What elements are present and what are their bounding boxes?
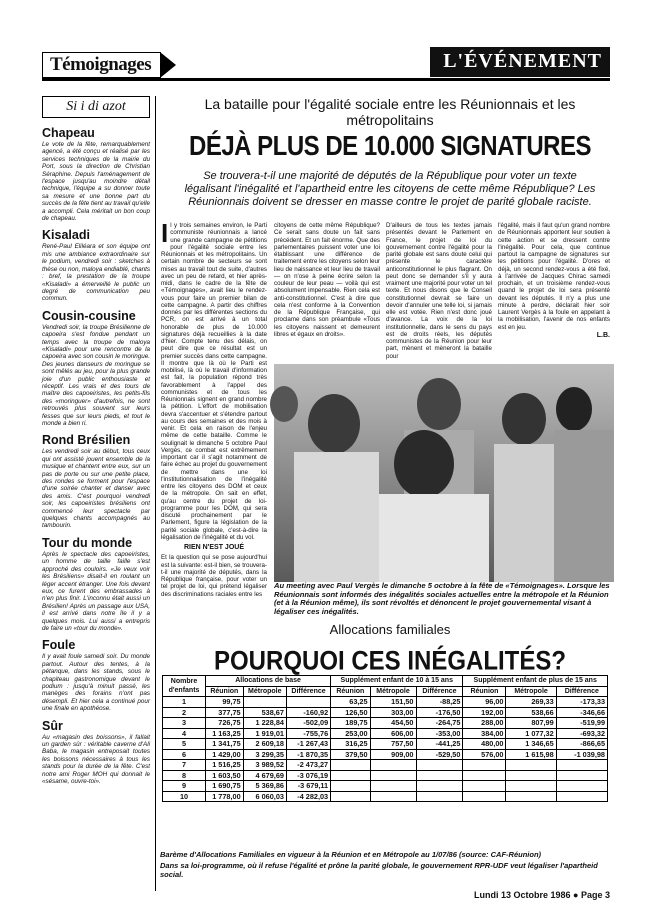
table-cell (370, 770, 416, 781)
table-cell: 757,50 (370, 739, 416, 750)
sidebar-heading: Kisaladi (42, 228, 90, 243)
table-cell (416, 781, 463, 792)
sidebar-text: Les vendredi soir au début, tous ceux qui ont assisté jouent ensemble de la musique et chantent entre eux, sur un pas de porte ou sur une petite place, des rondes se forment pour l'espace d'une soirée chanter et danser avec des amis. C'est pourquoi vendredi soir, les capoeiristes brésiliens ont commencé leur spectacle par quelques chants accompagnés au tambourin. (42, 448, 150, 530)
table-cell (506, 760, 556, 771)
sidebar-item (42, 433, 150, 529)
table-cell: 1 429,00 (206, 749, 244, 760)
table-cell: 269,33 (506, 697, 556, 708)
article-headline: DÉJÀ PLUS DE 10.000 SIGNATURES (188, 130, 591, 162)
sub-header: Différence (416, 686, 463, 697)
sidebar-text: Après le spectacle des capoeiristes, un homme de taille faille s'est approché des couloirs. «Je veux voir les Brésiliens» disait-il en roulant un léger accent étranger. Une fois devant eux, ce furent des embrassades à n'en plus finir. L'inconnu était aussi un Brésilien! Après un passage aux USA, il est arrivé dans notre île il y a quelques mois. Lui aussi a entrepris de faire un «tour du monde». (42, 550, 150, 632)
group-header: Supplément enfant de plus de 15 ans (463, 676, 608, 687)
article-column-3 (386, 222, 492, 360)
table-cell (506, 791, 556, 802)
dropcap: I (161, 218, 169, 248)
table-cell: 96,00 (463, 697, 506, 708)
row-index-cell: 2 (163, 707, 206, 718)
table-cell: 909,00 (370, 749, 416, 760)
table-cell: 377,75 (206, 707, 244, 718)
table-cell: 63,25 (331, 697, 370, 708)
table-cell (331, 770, 370, 781)
table-cell: 316,25 (331, 739, 370, 750)
table-cell (556, 760, 607, 771)
sub-header: Réunion (463, 686, 506, 697)
row-index-cell: 9 (163, 781, 206, 792)
sidebar-heading: Cousin-cousine (42, 308, 136, 323)
sidebar-heading: Foule (42, 638, 76, 653)
table-cell: 6 060,03 (243, 791, 286, 802)
table-cell: 99,75 (206, 697, 244, 708)
table-row (163, 791, 608, 802)
section-tab-temoignages (42, 52, 182, 78)
table-note: Dans sa loi-programme, où il refuse l'égalité et prône la parité globale, le gouvernement RPR-UDF veut légaliser l'apartheid social. (160, 861, 598, 879)
sidebar-heading: Chapeau (42, 126, 95, 140)
table-cell: 151,50 (370, 697, 416, 708)
table-cell (463, 791, 506, 802)
table-cell (243, 697, 286, 708)
column-divider (155, 96, 156, 891)
allocations-table (162, 675, 608, 802)
sub-header: Métropole (243, 686, 286, 697)
table-cell: 1 228,84 (243, 718, 286, 729)
row-index-cell: 7 (163, 760, 206, 771)
table-cell: 288,00 (463, 718, 506, 729)
sidebar-item (42, 126, 150, 222)
meeting-photo (274, 364, 614, 582)
table-cell: -441,25 (416, 739, 463, 750)
table-cell (463, 760, 506, 771)
group-header: Supplément enfant de 10 à 15 ans (331, 676, 463, 687)
section-right-label: L'ÉVÉNEMENT (443, 50, 602, 72)
table-cell: 1 516,25 (206, 760, 244, 771)
sidebar-text: René-Paul Eliléara et son équipe ont mis une ambiance extraordinaire sur le podium, vendredi soir : sketches à thèse ou non, maloya endiablé, chants : bref, la prestation de la troupe «Kisaladi» a émerveillé le public un degré de communication peu commun. (42, 243, 150, 303)
table-cell: 480,00 (463, 739, 506, 750)
sidebar-text: Vendredi soir, la troupe Brésilienne de capoeira s'est fondue pendant un temps avec la troupe de maloya «Kisaladi» pour une rencontre de la capoeira avec son cousin le moringue. Des jeunes danseurs de moringue se sont mêlés au jeu, pour la plus grande joie d'un public enthousiaste et réceptif. Les vrais et des tours de maître des capoeiristes, les petits-fils des «moringuer» d'autrefois, ne sont retrouvés plus souvent sur leurs fesses que sur leurs pieds, et tout le monde a bien ri. (42, 323, 150, 427)
table-cell: 1 615,98 (506, 749, 556, 760)
table-cell: 1 919,01 (243, 728, 286, 739)
table-cell: 538,67 (243, 707, 286, 718)
table-row (163, 697, 608, 708)
article-deck: Se trouvera-t-il une majorité de députés de la République pour voter un texte légalisant l'inégalité et l'apartheid entre les citoyens de cette même République? Les Réunionnais doivent se dresser en masse contre le projet de parité globale raciste. (184, 170, 596, 208)
table-source-note (160, 850, 610, 879)
table-cell: -88,25 (416, 697, 463, 708)
table-cell: 1 346,65 (506, 739, 556, 750)
table-row (163, 749, 608, 760)
table-cell: 606,00 (370, 728, 416, 739)
table-cell: 1 163,25 (206, 728, 244, 739)
table-cell: 253,00 (331, 728, 370, 739)
table-row (163, 781, 608, 792)
table-cell: -173,33 (556, 697, 607, 708)
sidebar-item (42, 638, 150, 712)
sub-header: Métropole (506, 686, 556, 697)
table-cell: 192,00 (463, 707, 506, 718)
article-kicker: La bataille pour l'égalité sociale entre les Réunionnais et les métropolitains (204, 96, 576, 128)
table-cell: -176,50 (416, 707, 463, 718)
table-cell: 3 989,52 (243, 760, 286, 771)
photo-caption: Au meeting avec Paul Vergès le dimanche 5 octobre à la fête de «Témoignages». Lorsque les Réunionnais sont informés des inégalités sociales actuelles entre la métropole et la Réunion (et à la Réunion même), ils sont révoltés et dénoncent le projet gouvernemental visant à légaliser ces inégalités. (274, 581, 610, 616)
sidebar-heading: Tour du monde (42, 535, 133, 550)
table-cell (331, 760, 370, 771)
page-footer: Lundi 13 Octobre 1986 ● Page 3 (474, 890, 610, 900)
table-cell: -264,75 (416, 718, 463, 729)
table-cell: 3 299,35 (243, 749, 286, 760)
table-cell (556, 781, 607, 792)
sidebar (42, 96, 150, 785)
table-cell: 726,75 (206, 718, 244, 729)
table-cell: -353,00 (416, 728, 463, 739)
row-index-cell: 1 (163, 697, 206, 708)
table-cell: -1 039,98 (556, 749, 607, 760)
table-cell: -519,99 (556, 718, 607, 729)
sub-header: Différence (286, 686, 330, 697)
table-cell: 5 369,86 (243, 781, 286, 792)
table-cell (463, 770, 506, 781)
sub-header: Réunion (331, 686, 370, 697)
table-cell (556, 791, 607, 802)
table-cell (370, 781, 416, 792)
table-source: Barème d'Allocations Familiales en vigueur à la Réunion et en Métropole au 1/07/86 (source: CAF-Réunion) (160, 850, 542, 859)
table-cell: 379,50 (331, 749, 370, 760)
table-cell: 189,75 (331, 718, 370, 729)
crowd-photo-illustration (274, 364, 614, 582)
table-cell: -160,92 (286, 707, 330, 718)
sidebar-item (42, 309, 150, 428)
allocations-headline: POURQUOI CES INÉGALITÉS? (213, 646, 567, 677)
table-cell: -346,66 (556, 707, 607, 718)
table-cell: -502,09 (286, 718, 330, 729)
article-text: l y trois semaines environ, le Parti communiste réunionnais a lancé une grande campagne de pétitions pour l'égalité sociale entre les Réunionnais et les métropolitains. Un certain nombre de secteurs se sont mises au travail tout de suite, d'autres avec un peu de retard, et hier après-midi, dans le cadre de la fête de «Témoignages», avait lieu le rendez-vous pour faire un premier bilan de cette campagne. A partir des chiffres donnés par les différentes sections du PCR, on est arrivé à un total honorable de plus de 10.000 signatures déjà recueillies à la date d'hier. Compte tenu des délais, on peut dire que ce résultat est un premier succès dans cette campagne. Il montre que là où le Parti est mobilisé, là où le travail d'information est fait, la population répond très favorablement à l'appel des communistes et de tous les Réunionnais signent en grand nombre la pétition. L'effort de mobilisation devra s'accentuer et s'étendre partout au cours des semaines et des mois à venir. Et cela en raison de l'enjeu même de cette bataille. Comme le soulignait le dimanche 5 octobre Paul Vergès, ce combat est extrêmement important car il s'agit notamment de faire échec au projet du gouvernement de mettre dans une loi l'institutionnalisation de l'inégalité entre les citoyens des DOM et ceux de la métropole. On sait en effet, qu'au centre du projet de loi-programme pour les DOM, qui sera discuté prochainement par le Parlement, figure la législation de la parité sociale globale, c'est-à-dire la légalisation de l'inégalité et du vol. (161, 222, 267, 541)
table-cell: 2 609,18 (243, 739, 286, 750)
table-cell: -866,65 (556, 739, 607, 750)
table-cell: -4 282,03 (286, 791, 330, 802)
sidebar-heading: Sûr (42, 718, 63, 733)
sidebar-title: Si i di azot (42, 96, 150, 118)
table-cell: 807,99 (506, 718, 556, 729)
table-cell (416, 791, 463, 802)
table-cell: -3 679,11 (286, 781, 330, 792)
table-cell (556, 770, 607, 781)
table-cell: -1 267,43 (286, 739, 330, 750)
table-row (163, 770, 608, 781)
table-cell (370, 791, 416, 802)
row-index-cell: 5 (163, 739, 206, 750)
article-text: D'ailleurs de tous les textes jamais présentés devant le Parlement en France, le projet de loi du gouvernement contre l'égalité pour la parité globale est sans doute celui qui présente le caractère anticonstitutionnel le plus flagrant. On peut donc se demander s'il y aura vraiment une majorité pour voter un tel texte. Et nous disons que le Conseil constitutionnel devrait se faire un devoir d'annuler une telle loi, si jamais elle est votée. Rien n'est donc joué d'avance. La voix de la loi institutionnelle, dans le sens du pays est de droits réels, les députés communistes de la Réunion pour leur part, mènent et mèneront la bataille pour (386, 222, 492, 360)
allocations-kicker: Allocations familiales (329, 622, 451, 637)
table-cell: 4 679,69 (243, 770, 286, 781)
table-cell (331, 791, 370, 802)
table-cell: 1 690,75 (206, 781, 244, 792)
table-cell: 454,50 (370, 718, 416, 729)
article-text: Et la question qui se pose aujourd'hui est la suivante: est-il bien, se trouvera-t-il une majorité de députés, dans la République française, pour voter un tel projet de loi, qui prétend légaliser des discriminations raciales entre les (161, 554, 267, 598)
group-header: Allocations de base (206, 676, 331, 687)
table-row (163, 718, 608, 729)
table-row (163, 728, 608, 739)
section-tab-evenement (430, 47, 610, 77)
sub-header: Réunion (206, 686, 244, 697)
table-cell (286, 697, 330, 708)
table-body (163, 697, 608, 802)
table-cell: 1 778,00 (206, 791, 244, 802)
table-row (163, 739, 608, 750)
article-signature: L.B. (596, 331, 610, 339)
article-text: l'égalité, mais il faut qu'un grand nombre de Réunionnais apportent leur soutien à cette action et se dressent contre l'inégalité. Pour cela, que continue partout la campagne de signatures sur les pétitions pour l'égalité. D'ores et déjà, un second rendez-vous a été fixé, à l'arrivée de Jacques Chirac samedi prochain, et un troisième rendez-vous quand le projet de loi sera présenté devant les députés. Il n'y a plus une minute à perdre, déclarait hier soir Laurent Vergès à la foule en appelant à la mobilisation, l'avenir de nos enfants est en jeu. (498, 222, 610, 331)
table-row (163, 707, 608, 718)
sidebar-text: Au «magasin des boissons», il fallait un garden sûr : véritable caverne d'Ali Baba, le magasin entreposait toutes les boissons nécessaires à tous les stands pour la durée de la fête. C'est notre ami Roger MOH qui donnait le «sésame, ouvre-toi». (42, 733, 150, 786)
table-cell: 1 341,75 (206, 739, 244, 750)
table-cell: 303,00 (370, 707, 416, 718)
article-subhead: RIEN N'EST JOUÉ (183, 544, 244, 551)
table-cell: 1 077,32 (506, 728, 556, 739)
row-index-cell: 10 (163, 791, 206, 802)
table-cell (463, 781, 506, 792)
table-cell (331, 781, 370, 792)
table-cell: 1 603,50 (206, 770, 244, 781)
row-header: Nombre d'enfants (163, 676, 206, 697)
table-cell: -3 076,19 (286, 770, 330, 781)
table-cell (506, 781, 556, 792)
sidebar-item (42, 719, 150, 786)
row-index-cell: 4 (163, 728, 206, 739)
table-cell: 576,00 (463, 749, 506, 760)
article-column-2 (274, 222, 380, 360)
table-cell (416, 760, 463, 771)
table-cell: 538,66 (506, 707, 556, 718)
table-cell: 384,00 (463, 728, 506, 739)
table-cell: -1 870,35 (286, 749, 330, 760)
sidebar-text: Le vote de la fête, remarquablement agencé, a été conçu et réalisé par les services techniques de la mairie du Port, sous la direction de Christian Séraphine. Depuis l'aménagement de l'espace jusqu'au moindre détail technique, l'équipe a su donner toute sa mesure et une bonne part du succès de la fête tient au travail qu'elle a accompli. Cela méritait un bon coup de chapeau. (42, 141, 150, 223)
sidebar-item (42, 228, 150, 302)
row-index-cell: 6 (163, 749, 206, 760)
article-column-4 (498, 222, 610, 362)
sub-header: Différence (556, 686, 607, 697)
section-left-label: Témoignages (50, 54, 152, 75)
sidebar-text: Il y avait foule samedi soir. Du monde partout. Autour des tentes, à la pétanque, dans les stands, sous le chapiteau gastronomique devant le podium : jusqu'à minuit passé, les manèges des forains n'ont pas désempli. Et hier cela a continué pour une finale en apothéose. (42, 653, 150, 713)
sidebar-heading: Rond Brésilien (42, 433, 131, 448)
row-index-cell: 8 (163, 770, 206, 781)
table-cell (370, 760, 416, 771)
table-cell: 126,50 (331, 707, 370, 718)
sidebar-item (42, 536, 150, 632)
table-cell: -693,32 (556, 728, 607, 739)
table-cell: -755,76 (286, 728, 330, 739)
table-cell: -2 473,27 (286, 760, 330, 771)
table-cell: -529,50 (416, 749, 463, 760)
article-text: citoyens de cette même République? Ce serait sans doute un fait sans précédent. Et un fait énorme. Que des parlementaires puissent voter une loi établissant une différence de traitement entre les citoyens selon leur lieu de naissance et leur lieu de travail — on n'ose à peine écrire selon la couleur de leur peau — voilà qui est absolument impensable. Rien cela est anti-constitutionnel. C'est à dire que cela n'est conforme à la Convention de la République Française, qui proclame dans son préambule «Tous les citoyens naissent et demeurent libres et égaux en droits». (274, 222, 380, 338)
table-row (163, 760, 608, 771)
article-column-1 (161, 218, 267, 598)
header-rule (42, 78, 610, 81)
table-cell (416, 770, 463, 781)
table-cell (506, 770, 556, 781)
sub-header: Métropole (370, 686, 416, 697)
row-index-cell: 3 (163, 718, 206, 729)
